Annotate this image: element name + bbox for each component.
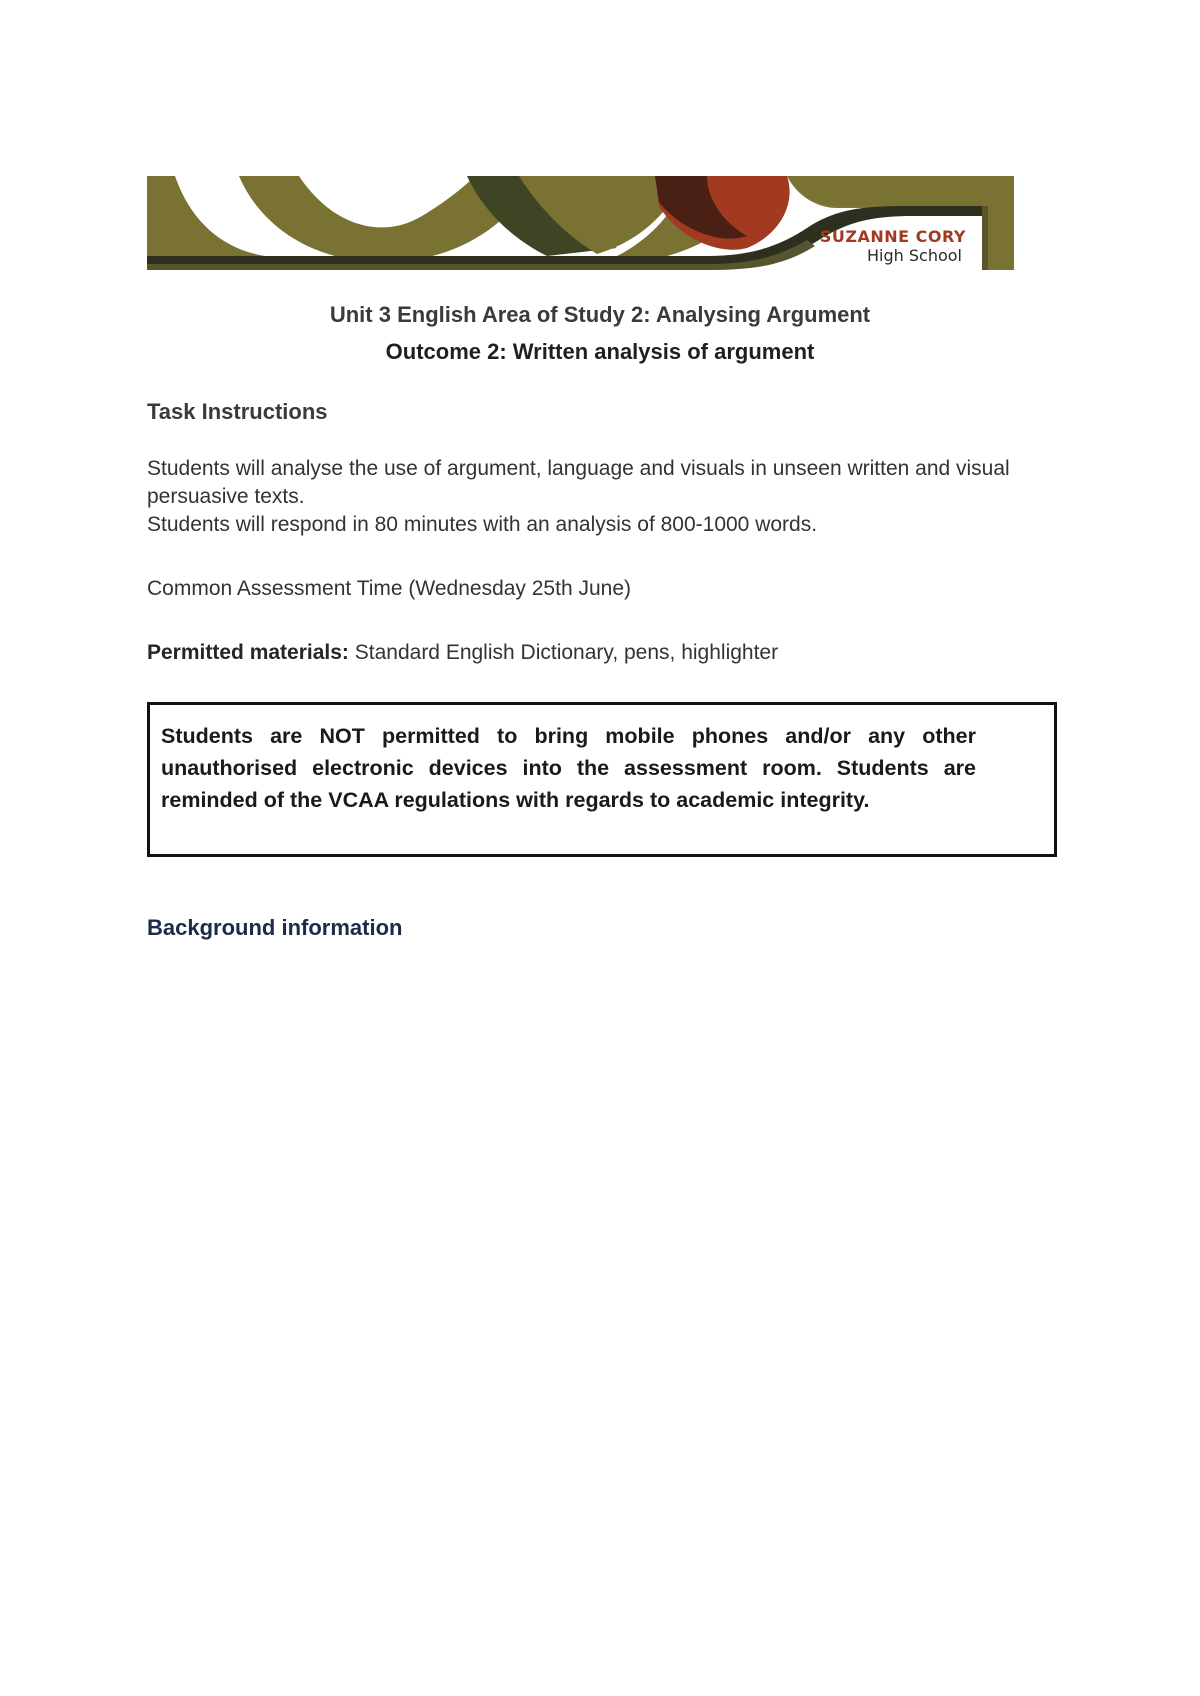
instructions-line-1: Students will analyse the use of argument, language and visuals in unseen written and visual persuasive texts. bbox=[147, 457, 1010, 508]
common-assessment-time: Common Assessment Time (Wednesday 25th June) bbox=[147, 577, 631, 600]
instructions-line-2: Students will respond in 80 minutes with an analysis of 800-1000 words. bbox=[147, 513, 818, 536]
permitted-materials-value: Standard English Dictionary, pens, highlighter bbox=[348, 641, 779, 664]
school-logo-text bbox=[780, 229, 966, 264]
permitted-materials bbox=[147, 639, 1067, 667]
school-name-line1: SUZANNE CORY bbox=[819, 227, 966, 246]
school-name-line2: High School bbox=[867, 246, 962, 265]
task-instructions-heading: Task Instructions bbox=[147, 399, 328, 424]
task-instructions-text bbox=[147, 455, 1067, 539]
background-information-heading: Background information bbox=[147, 915, 403, 940]
document-subtitle: Outcome 2: Written analysis of argument bbox=[385, 339, 815, 364]
academic-integrity-notice: Students are NOT permitted to bring mobile phones and/or any other unauthorised electronic devices into the assessment room. Students are reminded of the VCAA regulations with regards to academic integrity. bbox=[147, 702, 1057, 857]
document-title: Unit 3 English Area of Study 2: Analysing Argument bbox=[329, 302, 871, 327]
permitted-materials-label: Permitted materials: bbox=[147, 641, 349, 664]
